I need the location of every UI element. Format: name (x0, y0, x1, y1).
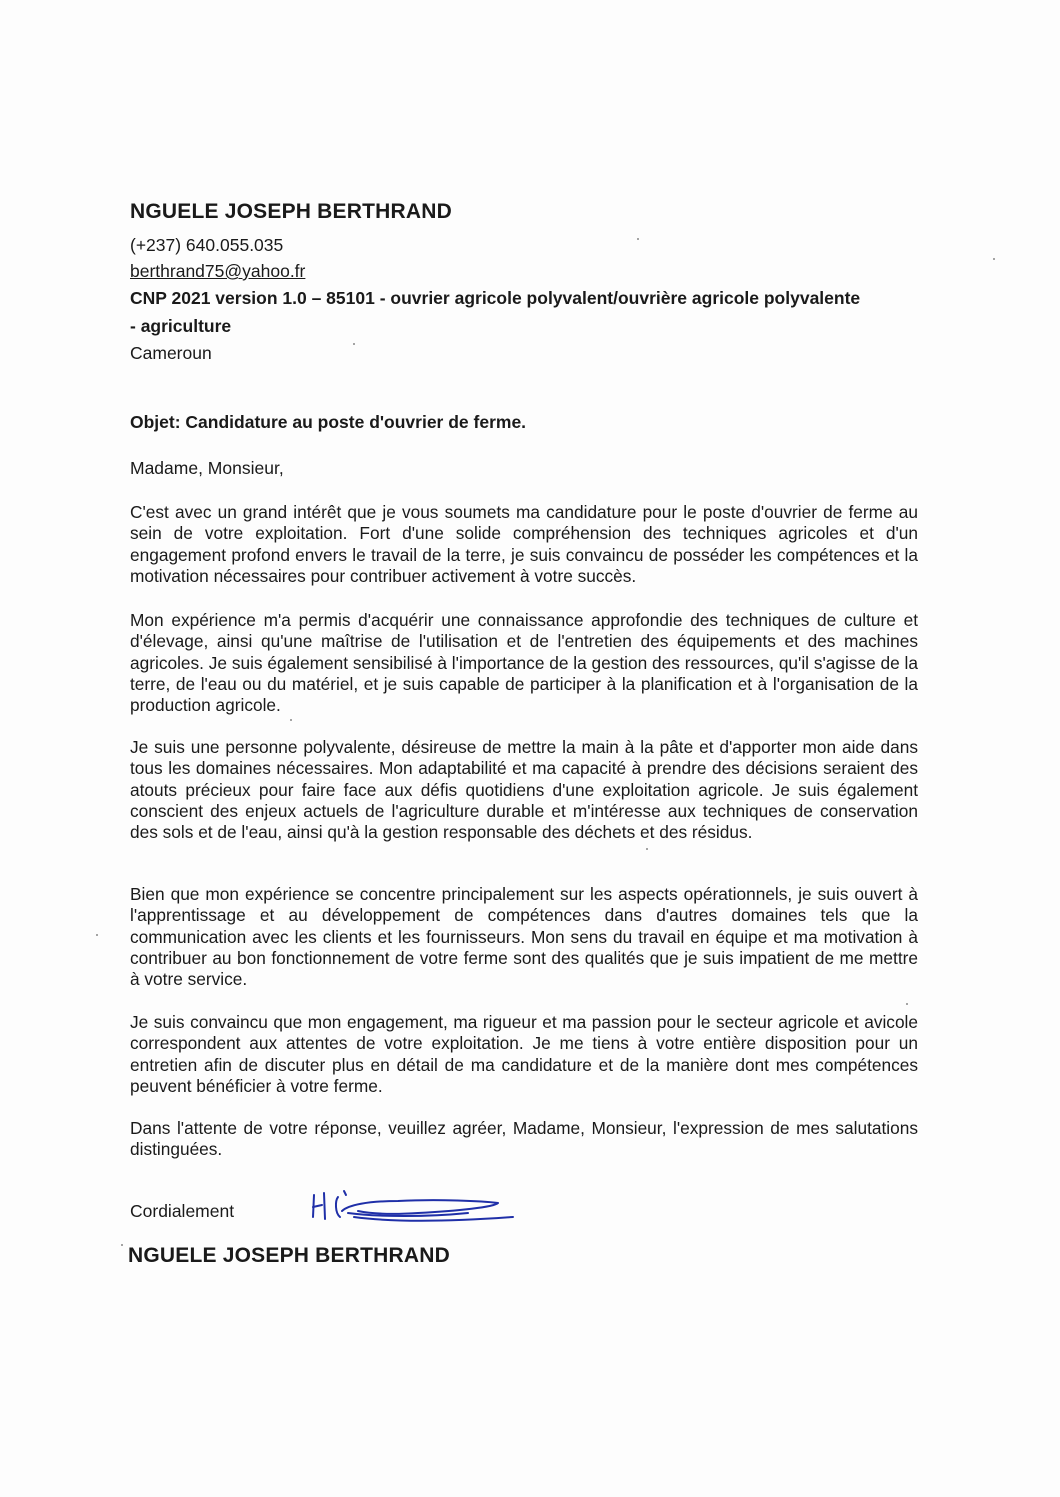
sender-phone: (+237) 640.055.035 (130, 235, 284, 255)
cnp-reference: CNP 2021 version 1.0 – 85101 - ouvrier agricole polyvalent/ouvrière agricole polyvalente - agriculture (130, 288, 861, 336)
scan-speck (353, 343, 355, 345)
paragraph-openness: Bien que mon expérience se concentre principalement sur les aspects opérationnels, je suis ouvert à l'apprentissage et au développement de compétences dans d'autres domaines tels que la communication avec les clients et les fournisseurs. Mon sens du travail en équipe et ma motivation à contribuer au bon fonctionnement de votre ferme sont des qualités que je suis impatient de me mettre à votre service. (130, 884, 918, 990)
scan-speck (646, 848, 648, 850)
paragraph-experience: Mon expérience m'a permis d'acquérir une connaissance approfondie des techniques de culture et d'élevage, ainsi qu'une maîtrise de l'utilisation et de l'entretien des équipements et des machines agricoles. Je suis également sensibilisé à l'importance de la gestion des ressources, qu'il s'agisse de la terre, de l'eau ou du matériel, et je suis capable de participer à la planification et à l'organisation de la production agricole. (130, 610, 918, 716)
paragraph-intro: C'est avec un grand intérêt que je vous soumets ma candidature pour le poste d'ouvrier de ferme au sein de votre exploitation. Fort d'une solide compréhension des techniques agricoles et d'un engagement profond envers le travail de la terre, je suis convaincu de posséder les compétences et la motivation nécessaires pour contribuer activement à votre succès. (130, 502, 918, 586)
sender-block (130, 200, 918, 366)
scan-speck (906, 1003, 908, 1005)
sender-email: berthrand75@yahoo.fr (130, 261, 306, 281)
scan-speck (121, 1244, 123, 1246)
scan-speck (290, 719, 292, 721)
letter-subject: Objet: Candidature au poste d'ouvrier de ferme. (130, 412, 527, 432)
sender-country: Cameroun (130, 343, 212, 363)
letter-salutation: Madame, Monsieur, (130, 458, 284, 478)
signer-name: NGUELE JOSEPH BERTHRAND (128, 1244, 450, 1267)
paragraph-regards: Dans l'attente de votre réponse, veuillez agréer, Madame, Monsieur, l'expression de mes salutations distinguées. (130, 1118, 918, 1160)
paragraph-qualities: Je suis une personne polyvalente, désireuse de mettre la main à la pâte et d'apporter mon aide dans tous les domaines nécessaires. Mon adaptabilité et ma capacité à prendre des décisions seraient des atouts précieux pour faire face aux défis quotidiens d'une exploitation agricole. Je suis également conscient des enjeux actuels de l'agriculture durable et m'intéresse aux techniques de conservation des sols et de l'eau, ainsi qu'à la gestion responsable des déchets et des résidus. (130, 737, 918, 843)
paragraph-availability: Je suis convaincu que mon engagement, ma rigueur et ma passion pour le secteur agricole et avicole correspondent aux attentes de votre exploitation. Je me tiens à votre entière disposition pour un entretien afin de discuter plus en détail de ma candidature et de la manière dont mes compétences peuvent bénéficier à votre ferme. (130, 1012, 918, 1096)
letter-closing: Cordialement (130, 1201, 235, 1221)
handwritten-signature-icon (308, 1183, 528, 1233)
sender-name: NGUELE JOSEPH BERTHRAND (130, 200, 452, 223)
scan-speck (637, 238, 639, 240)
scan-speck (96, 934, 98, 936)
scan-speck (993, 258, 995, 260)
